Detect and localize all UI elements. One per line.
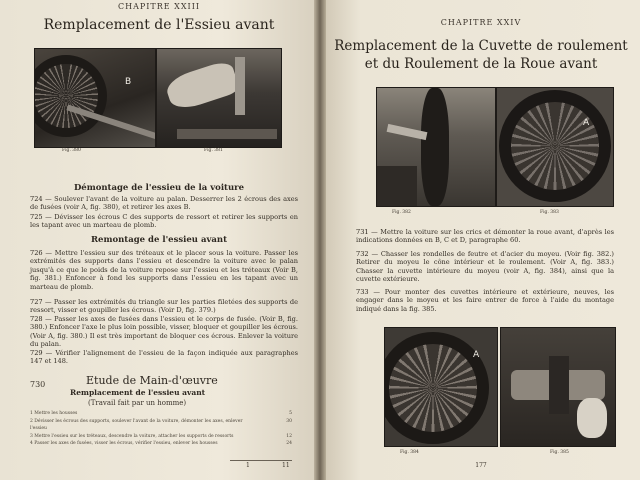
paragraph-text: — Chasser les rondelles de feutre et d'acier du moyeu. (Voir fig. 382.) Retirer du moyeu le cône intérieur et le roulement. (Voir A, fig. 383.) Chasser la cuvette intérieure du moyeu (voir A, fig. 384), ainsi que la cuvette extérieure. [356,250,614,284]
section-heading: Démontage de l'essieu de la voiture [73,183,245,193]
page-title-line2: et du Roulement de la Roue avant [364,56,598,72]
photo-fig-380 [34,48,156,148]
paragraph-number: 727 [30,298,43,306]
paragraph-number: 725 [30,213,43,221]
paragraph-text: — Pour monter des cuvettes intérieure et extérieure, neuves, les engager dans le moyeu et les faire entrer de force à l'aide du montage indiqué dans la fig. 385. [356,288,614,313]
paragraph-733 [356,288,614,313]
paragraph-text: — Passer les axes de fusées dans l'essieu et le corps de fusée. (Voir B, fig. 380.) Enfoncer l'axe le plus loin possible, visser, bloquer et goupiller les écrous. (Voir A, fig. 380.) Il est très important de bloquer ces écrous. Enlever la voiture du palan. [30,315,298,349]
paragraph-number: 731 [356,228,369,236]
total-hours: 1 [246,462,250,469]
wheel-image [384,332,489,444]
total-rule [230,460,292,461]
tire-image [421,88,449,206]
paragraph-727 [30,298,298,315]
photo-fig-384 [384,327,498,447]
trestle-image [177,129,277,139]
paragraph-726 [30,249,298,291]
paragraph-number: 724 [30,195,43,203]
paragraph-text: — Vérifier l'alignement de l'essieu de la façon indiquée aux paragraphes 147 et 148. [30,349,298,366]
paragraph-732 [356,250,614,284]
photo-label-a: A [583,118,590,128]
fig-caption: Fig. 380 [62,148,81,153]
paragraph-number: 733 [356,288,369,296]
labour-list [30,410,292,448]
page-title: Remplacement de l'Essieu avant [43,17,275,33]
paragraph-text: — Passer les extrémités du triangle sur les parties filetées des supports de ressort, visser et goupiller les écrous. (Voir D, fig. 379.) [30,298,298,315]
labour-item: 1 Mettre les housses 5 [30,411,292,416]
total-minutes: 11 [282,462,290,469]
paragraph-724 [30,195,298,212]
photo-fig-381 [156,48,282,148]
paragraph-number: 726 [30,249,43,257]
paragraph-text: — Mettre l'essieu sur des tréteaux et le placer sous la voiture. Passer les extrémités des supports dans l'essieu et descendre la voiture avec le palan jusqu'à ce que le poids de la voiture repose sur l'essieu et les tréteaux (Voir B, fig. 381.) Enfoncer à fond les supports dans l'essieu en les tapant avec un marteau de plomb. [30,249,298,291]
fig-caption: Fig. 383 [540,210,559,215]
left-page [0,0,318,480]
chapter-heading: CHAPITRE XXIII [117,2,201,11]
labour-item: 3 Mettre l'essieu sur les tréteaux, descendre la voiture, attacher les supports de ressorts 12 [30,433,292,439]
spindle-image [549,356,569,414]
paragraph-728 [30,315,298,349]
right-page [322,0,640,480]
paragraph-731 [356,228,614,245]
section-heading: Remontage de l'essieu avant [90,235,228,245]
page-number: 177 [475,462,487,469]
labour-item: 2 Dévisser les écrous des supports, soulever l'avant de la voiture, démonter les axes, enlever l'essieu 30 [30,418,292,431]
arm-image [163,59,240,113]
paragraph-text: — Dévisser les écrous C des supports de ressort et retirer les supports en les tapant avec un marteau de plomb. [30,213,298,230]
labour-item: 4 Passer les axes de fusées, visser les écrous, vérifier l'essieu, enlever les housses 24 [30,441,292,446]
wheel-image [34,55,107,137]
paragraph-text: — Mettre la voiture sur les crics et démonter la roue avant, d'après les indications données en B, C et D, paragraphe 60. [356,228,614,245]
hand-image [577,398,607,438]
study-note: (Travail fait par un homme) [88,399,187,407]
fig-caption: Fig. 381 [204,148,223,153]
study-title: Etude de Main-d'œuvre [86,374,218,387]
paragraph-number: 729 [30,349,43,357]
fig-caption: Fig. 382 [392,210,411,215]
chapter-heading: CHAPITRE XXIV [440,18,522,27]
photo-label-b: B [125,77,132,87]
jack-image [235,57,245,115]
paragraph-number-730: 730 [30,380,46,389]
page-title: Remplacement de la Cuvette de roulement [334,38,628,54]
photo-label-a: A [473,350,480,360]
photo-fig-385 [500,327,616,447]
photo-fig-383 [496,87,614,207]
legs-image [377,166,417,206]
paragraph-number: 732 [356,250,369,258]
paragraph-725 [30,213,298,230]
fig-caption: Fig. 384 [400,450,419,455]
study-subtitle: Remplacement de l'essieu avant [70,388,206,397]
paragraph-729 [30,349,298,366]
wheel-image [499,90,611,202]
paragraph-text: — Soulever l'avant de la voiture au palan. Desserrer les 2 écrous des axes de fusées (voir A, fig. 380), et retirer les axes B. [30,195,298,212]
fig-caption: Fig. 385 [550,450,569,455]
photo-fig-382 [376,87,496,207]
paragraph-number: 728 [30,315,43,323]
book-gutter [314,0,326,480]
